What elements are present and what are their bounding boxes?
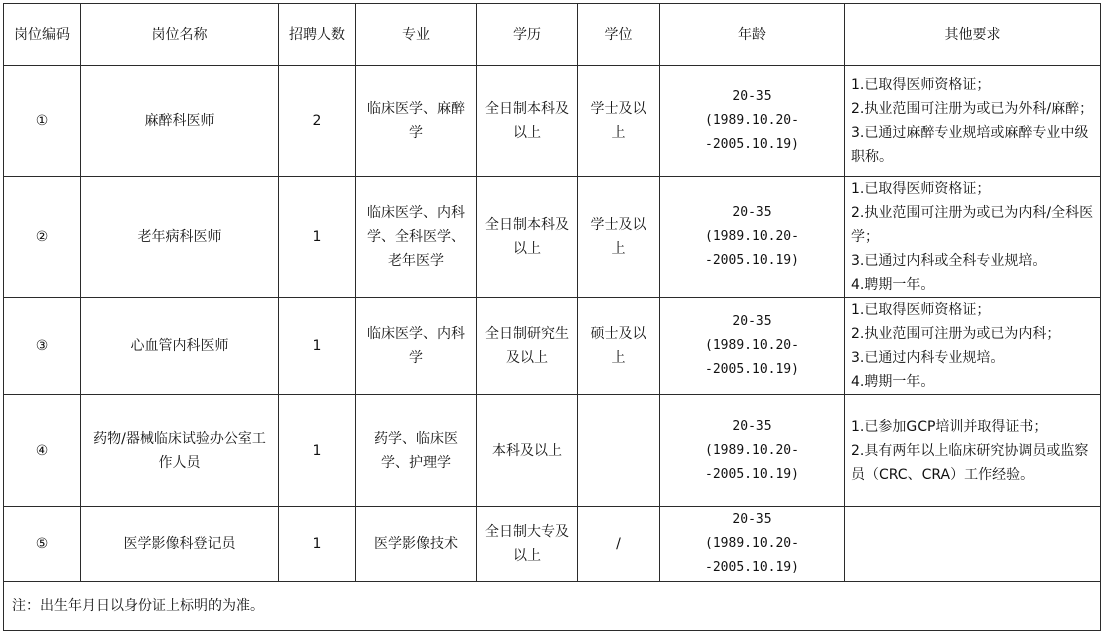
position-name: 麻醉科医师 (81, 66, 279, 177)
age-cell (660, 177, 845, 298)
requirement-item: 2.执业范围可注册为或已为内科； (851, 326, 1061, 342)
age-cell (660, 507, 845, 582)
header-count: 招聘人数 (279, 4, 356, 66)
requirements-cell (845, 395, 1101, 507)
requirement-item: 2.执业范围可注册为或已为内科/全科医学； (851, 205, 1094, 245)
age-from: (1989.10.20- (705, 113, 799, 128)
table-row (4, 507, 1101, 582)
major-cell: 临床医学、内科学、全科医学、老年医学 (356, 177, 477, 298)
degree-cell: 学士及以上 (578, 66, 660, 177)
recruitment-table (3, 3, 1101, 631)
age-to: -2005.10.19) (705, 253, 799, 268)
requirement-item: 1.已取得医师资格证； (851, 181, 991, 197)
table-row (4, 66, 1101, 177)
requirements-cell (845, 507, 1101, 582)
age-range: 20-35 (732, 418, 772, 434)
education-cell: 全日制本科及以上 (477, 177, 578, 298)
footnote: 注：出生年月日以身份证上标明的为准。 (4, 582, 1101, 631)
header-code: 岗位编码 (4, 4, 81, 66)
hiring-count: 1 (279, 177, 356, 298)
degree-cell: 硕士及以上 (578, 298, 660, 395)
hiring-count: 2 (279, 66, 356, 177)
major-cell: 临床医学、内科学 (356, 298, 477, 395)
requirement-item: 1.已参加GCP培训并取得证书； (851, 418, 1048, 435)
age-from: (1989.10.20- (705, 229, 799, 244)
hiring-count: 1 (279, 507, 356, 582)
position-code: ③ (4, 298, 81, 395)
age-from: (1989.10.20- (705, 536, 799, 551)
age-range: 20-35 (732, 89, 772, 104)
education-cell: 全日制研究生及以上 (477, 298, 578, 395)
requirement-item: 1.已取得医师资格证； (851, 77, 991, 93)
header-other: 其他要求 (845, 4, 1101, 66)
recruitment-page (3, 3, 1100, 624)
table-row (4, 395, 1101, 507)
requirement-item: 3.已通过麻醉专业规培或麻醉专业中级职称。 (851, 125, 1089, 165)
hiring-count: 1 (279, 298, 356, 395)
position-name: 老年病科医师 (81, 177, 279, 298)
header-education: 学历 (477, 4, 578, 66)
age-to: -2005.10.19) (705, 466, 799, 482)
requirement-item: 2.执业范围可注册为或已为外科/麻醉； (851, 101, 1094, 117)
requirements-cell (845, 177, 1101, 298)
position-code: ⑤ (4, 507, 81, 582)
age-to: -2005.10.19) (705, 362, 799, 377)
age-from: (1989.10.20- (705, 338, 799, 353)
hiring-count: 1 (279, 395, 356, 507)
table-body (4, 4, 1101, 631)
education-cell: 全日制大专及以上 (477, 507, 578, 582)
degree-cell (578, 395, 660, 507)
major-cell: 药学、临床医学、护理学 (356, 395, 477, 507)
position-name: 心血管内科医师 (81, 298, 279, 395)
requirements-cell (845, 66, 1101, 177)
education-cell: 本科及以上 (477, 395, 578, 507)
degree-cell: / (578, 507, 660, 582)
header-row (4, 4, 1101, 66)
requirement-item: 3.已通过内科或全科专业规培。 (851, 253, 1047, 269)
position-code: ④ (4, 395, 81, 507)
header-major: 专业 (356, 4, 477, 66)
table-row (4, 177, 1101, 298)
requirement-item: 1.已取得医师资格证； (851, 302, 991, 318)
age-to: -2005.10.19) (705, 560, 799, 575)
age-to: -2005.10.19) (705, 137, 799, 152)
major-cell: 医学影像技术 (356, 507, 477, 582)
position-name: 药物/器械临床试验办公室工作人员 (81, 395, 279, 507)
position-code: ① (4, 66, 81, 177)
position-name: 医学影像科登记员 (81, 507, 279, 582)
note-row (4, 582, 1101, 631)
header-age: 年龄 (660, 4, 845, 66)
header-degree: 学位 (578, 4, 660, 66)
major-cell: 临床医学、麻醉学 (356, 66, 477, 177)
requirement-item: 2.具有两年以上临床研究协调员或监察员（CRC、CRA）工作经验。 (851, 442, 1089, 483)
age-range: 20-35 (732, 512, 772, 527)
age-range: 20-35 (732, 314, 772, 329)
requirement-item: 4.聘期一年。 (851, 374, 935, 390)
age-cell (660, 395, 845, 507)
table-row (4, 298, 1101, 395)
requirement-item: 3.已通过内科专业规培。 (851, 350, 1005, 366)
education-cell: 全日制本科及以上 (477, 66, 578, 177)
age-from: (1989.10.20- (705, 442, 799, 458)
age-range: 20-35 (732, 205, 772, 220)
age-cell (660, 298, 845, 395)
requirement-item: 4.聘期一年。 (851, 277, 935, 293)
position-code: ② (4, 177, 81, 298)
degree-cell: 学士及以上 (578, 177, 660, 298)
requirements-cell (845, 298, 1101, 395)
age-cell (660, 66, 845, 177)
header-name: 岗位名称 (81, 4, 279, 66)
